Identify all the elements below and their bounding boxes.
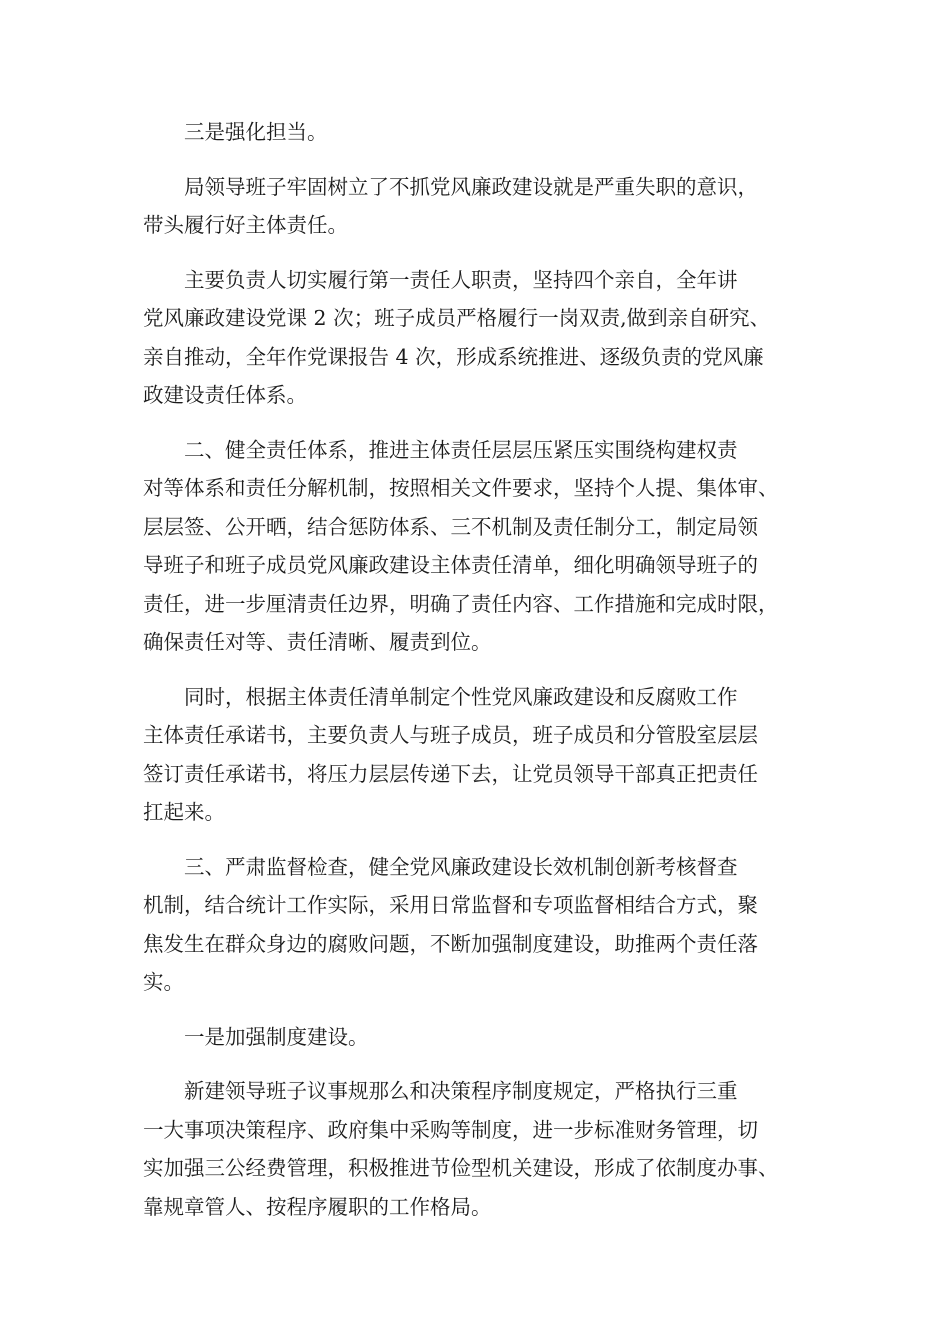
text-line: 政建设责任体系。 (143, 383, 307, 407)
paragraph (143, 678, 815, 832)
text-line: 实。 (143, 970, 184, 994)
paragraph (143, 261, 815, 415)
document-body (143, 113, 815, 1242)
paragraph (143, 168, 815, 245)
paragraph (143, 1072, 815, 1226)
paragraph (143, 1018, 815, 1057)
text-line: 党风廉政建设党课 2 次；班子成员严格履行一岗双责,做到亲自研究、 (143, 306, 771, 330)
text-line: 带头履行好主体责任。 (143, 213, 348, 237)
text-line: 层层签、公开晒，结合惩防体系、三不机制及责任制分工，制定局领 (143, 514, 758, 539)
text-line: 主体责任承诺书，主要负责人与班子成员，班子成员和分管股室层层 (143, 723, 758, 747)
text-line: 确保责任对等、责任清晰、履责到位。 (143, 630, 492, 654)
text-line: 对等体系和责任分解机制，按照相关文件要求，坚持个人提、集体审、 (143, 476, 779, 500)
text-line: 主要负责人切实履行第一责任人职责，坚持四个亲自，全年讲 (184, 267, 738, 292)
text-line: 局领导班子牢固树立了不抓党风廉政建设就是严重失职的意识， (184, 174, 758, 199)
paragraph (143, 848, 815, 1002)
text-line: 新建领导班子议事规那么和决策程序制度规定，严格执行三重 (184, 1079, 738, 1103)
text-line: 机制，结合统计工作实际，采用日常监督和专项监督相结合方式，聚 (143, 893, 758, 917)
text-line: 一是加强制度建设。 (184, 1024, 369, 1049)
text-line: 二、健全责任体系，推进主体责任层层压紧压实围绕构建权责 (184, 437, 738, 462)
text-line: 实加强三公经费管理，积极推进节俭型机关建设，形成了依制度办事、 (143, 1156, 779, 1180)
paragraph (143, 431, 815, 662)
text-line: 导班子和班子成员党风廉政建设主体责任清单，细化明确领导班子的 (143, 553, 758, 577)
paragraph (143, 113, 815, 152)
text-line: 同时，根据主体责任清单制定个性党风廉政建设和反腐败工作 (184, 684, 738, 709)
text-line: 责任，进一步厘清责任边界，明确了责任内容、工作措施和完成时限， (143, 591, 779, 616)
text-line: 焦发生在群众身边的腐败问题，不断加强制度建设，助推两个责任落 (143, 931, 758, 956)
text-line: 三、严肃监督检查，健全党风廉政建设长效机制创新考核督查 (184, 854, 738, 879)
text-line: 三是强化担当。 (184, 120, 328, 144)
text-line: 靠规章管人、按程序履职的工作格局。 (143, 1194, 492, 1219)
text-line: 亲自推动，全年作党课报告 4 次，形成系统推进、逐级负责的党风廉 (143, 344, 764, 369)
text-line: 一大事项决策程序、政府集中采购等制度，进一步标准财务管理，切 (143, 1117, 758, 1142)
text-line: 签订责任承诺书，将压力层层传递下去，让党员领导干部真正把责任 (143, 761, 758, 786)
text-line: 扛起来。 (143, 800, 225, 824)
